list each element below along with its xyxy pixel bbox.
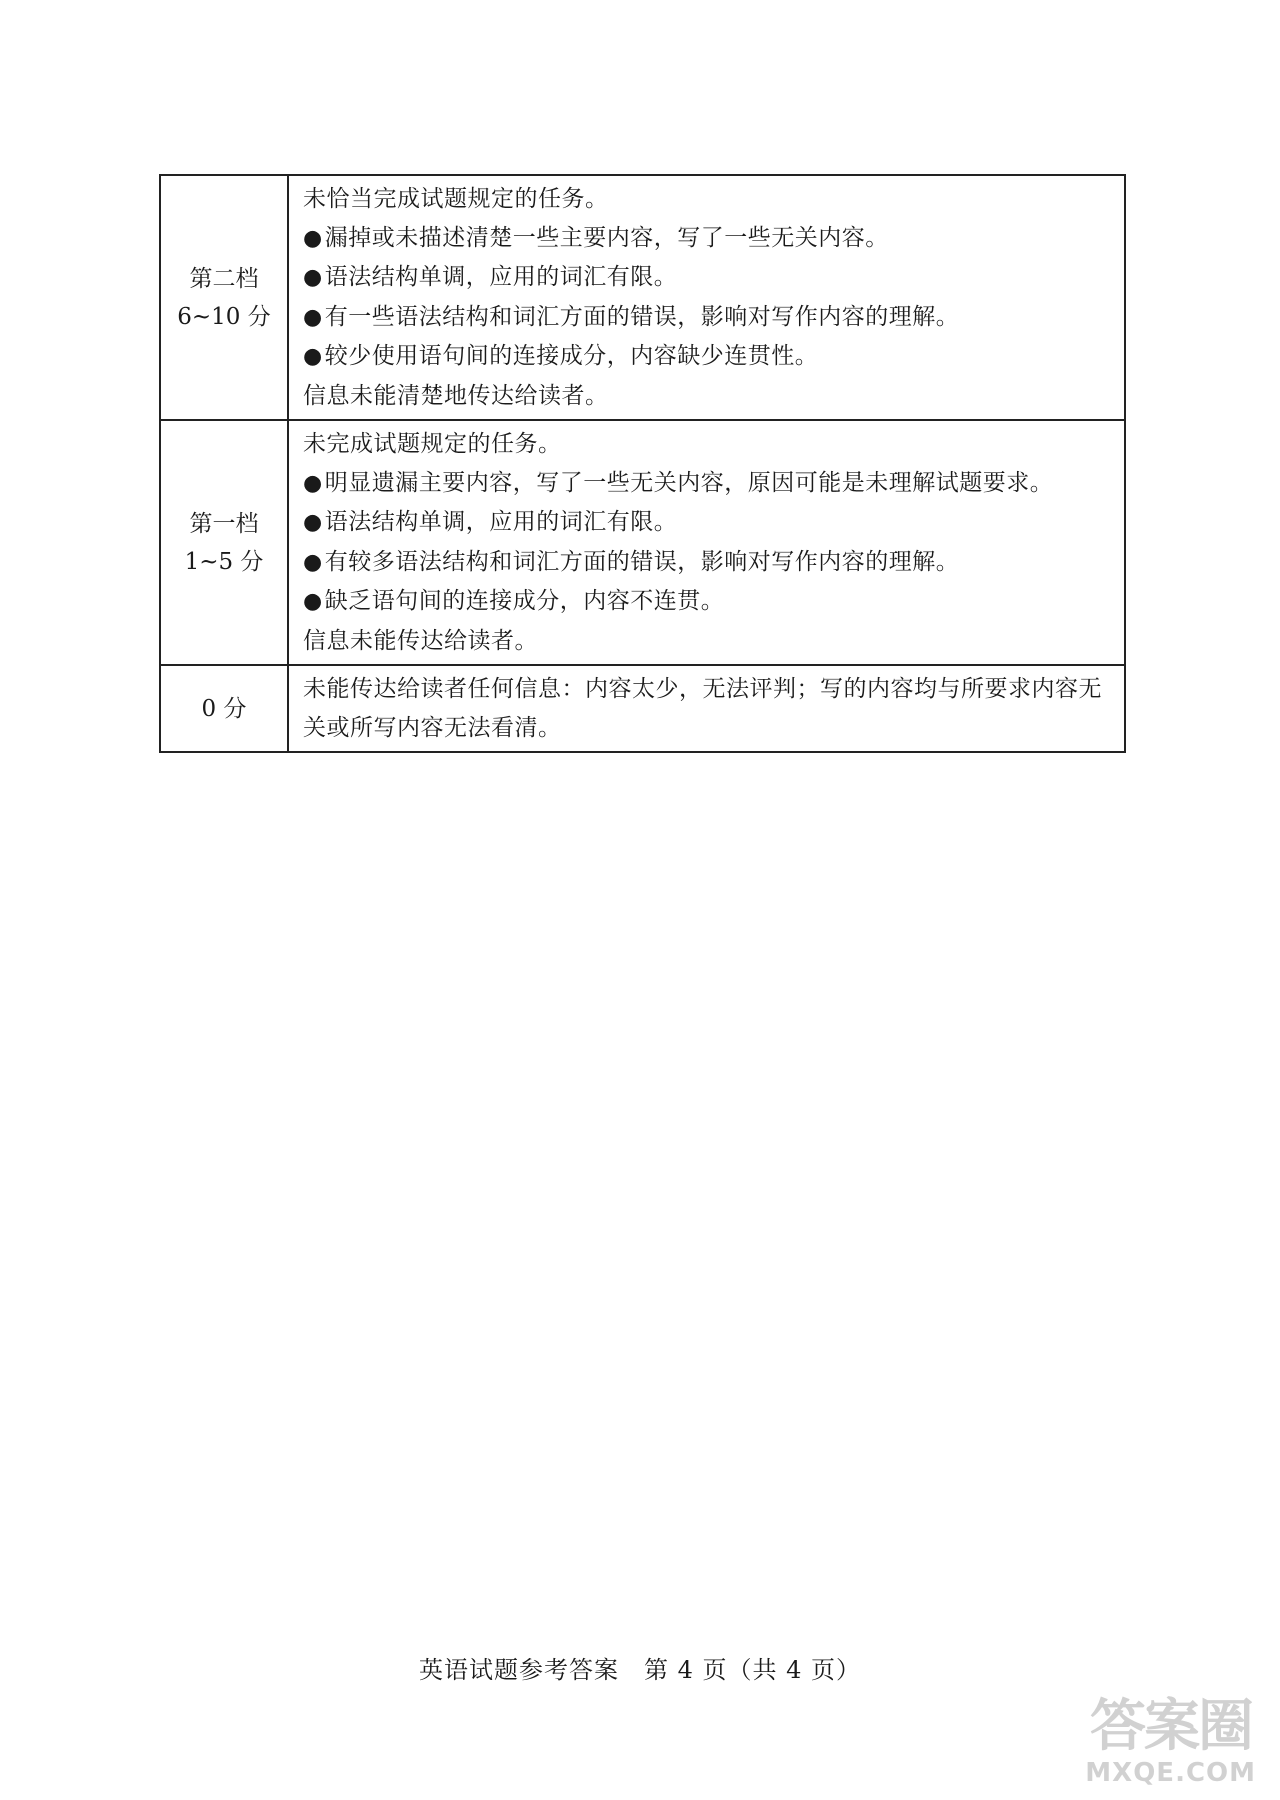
criteria-bullet-item	[303, 337, 1114, 377]
watermark-main-text: 答案圈	[1090, 1694, 1252, 1759]
criteria-bullet-item	[303, 503, 1114, 543]
criteria-summary-line	[303, 425, 1114, 464]
watermark-site-text: MXQE.COM	[1085, 1758, 1256, 1788]
grade-name: 第一档	[189, 510, 259, 537]
criteria-cell	[288, 175, 1125, 420]
grade-score: 6~10 分	[177, 303, 271, 330]
criteria-bullet-item	[303, 219, 1114, 259]
bullet-icon: ●	[303, 344, 323, 369]
bullet-icon: ●	[303, 510, 323, 535]
criteria-bullet-item	[303, 298, 1114, 338]
criteria-cell	[288, 665, 1125, 752]
bullet-icon: ●	[303, 549, 323, 575]
criteria-text: 未恰当完成试题规定的任务。	[303, 186, 609, 212]
criteria-summary-line	[303, 622, 1114, 661]
criteria-text: 有一些语法结构和词汇方面的错误，影响对写作内容的理解。	[324, 303, 960, 330]
grade-score: 0 分	[201, 695, 247, 722]
criteria-summary-line	[303, 670, 1114, 747]
criteria-summary-line	[303, 377, 1114, 416]
watermark-logo	[1072, 1682, 1262, 1792]
criteria-text: 漏掉或未描述清楚一些主要内容，写了一些无关内容。	[324, 224, 889, 251]
criteria-bullet-item	[303, 543, 1114, 583]
criteria-text: 有较多语法结构和词汇方面的错误，影响对写作内容的理解。	[324, 548, 960, 575]
criteria-text: 未完成试题规定的任务。	[303, 431, 562, 457]
criteria-text: 语法结构单调，应用的词汇有限。	[324, 264, 678, 290]
criteria-text: 未能传达给读者任何信息：内容太少，无法评判；写的内容均与所要求内容无关或所写内容无法看清。	[303, 676, 1102, 741]
page-footer: 英语试题参考答案 第 4 页（共 4 页）	[418, 1656, 862, 1684]
bullet-icon: ●	[303, 225, 323, 251]
criteria-text: 缺乏语句间的连接成分，内容不连贯。	[324, 588, 725, 614]
bullet-icon: ●	[303, 265, 323, 290]
rubric-row	[160, 175, 1125, 420]
bullet-icon: ●	[303, 470, 323, 496]
criteria-summary-line	[303, 180, 1114, 219]
bullet-icon: ●	[303, 304, 323, 330]
criteria-text: 明显遗漏主要内容，写了一些无关内容，原因可能是未理解试题要求。	[324, 469, 1054, 496]
scoring-rubric-table	[159, 174, 1126, 753]
criteria-text: 信息未能清楚地传达给读者。	[303, 382, 609, 409]
grade-cell	[160, 420, 288, 665]
rubric-row	[160, 665, 1125, 752]
criteria-text: 语法结构单调，应用的词汇有限。	[324, 509, 678, 535]
grade-cell	[160, 175, 288, 420]
grade-score: 1~5 分	[184, 548, 264, 575]
criteria-bullet-item	[303, 582, 1114, 622]
criteria-bullet-item	[303, 464, 1114, 504]
criteria-text: 信息未能传达给读者。	[303, 627, 538, 654]
rubric-row	[160, 420, 1125, 665]
criteria-cell	[288, 420, 1125, 665]
grade-cell	[160, 665, 288, 752]
bullet-icon: ●	[303, 589, 323, 614]
criteria-text: 较少使用语句间的连接成分，内容缺少连贯性。	[324, 343, 819, 369]
criteria-bullet-item	[303, 258, 1114, 298]
grade-name: 第二档	[189, 265, 259, 292]
